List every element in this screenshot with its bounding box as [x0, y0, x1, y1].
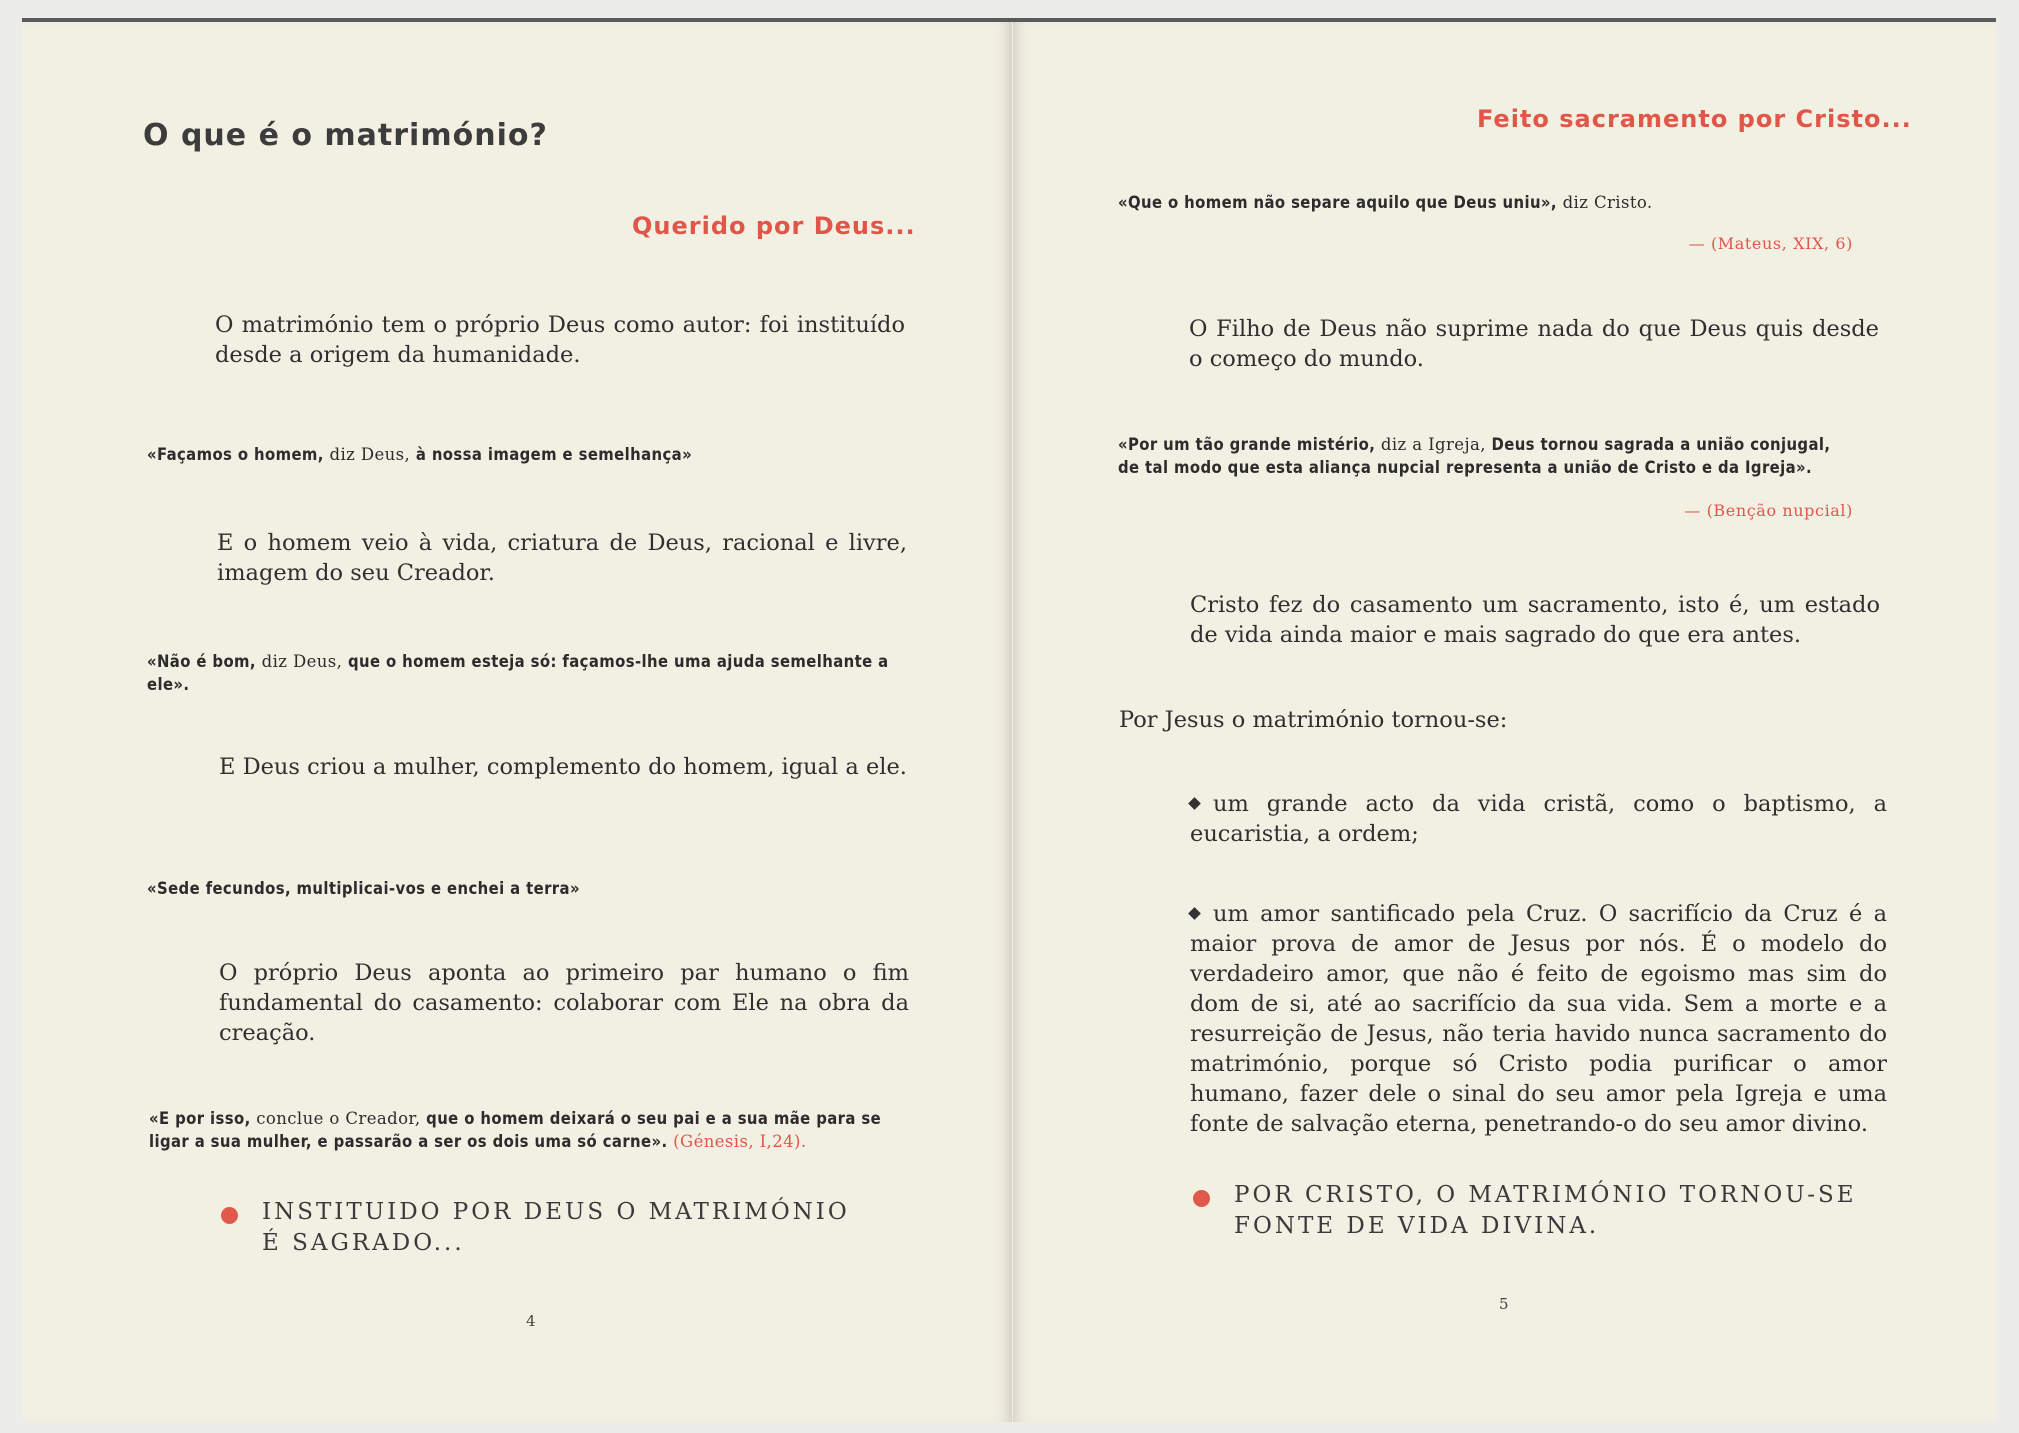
closing-statement: INSTITUIDO POR DEUS O MATRIMÓNIO É SAGRADO... [262, 1199, 850, 1256]
paragraph-lead: Por Jesus o matrimónio tornou-se: [1119, 707, 1508, 733]
quote-fecund: «Sede fecundos, multiplicai-vos e enchei a terra» [147, 879, 580, 898]
bullet-dot-red [221, 1207, 238, 1224]
paragraph-sacrament: Cristo fez do casamento um sacramento, isto é, um estado de vida ainda maior e mais sagrado do que era antes. [1190, 592, 1880, 648]
paragraph-son-of-god: O Filho de Deus não suprime nada do que Deus quis desde o começo do mundo. [1189, 316, 1879, 372]
paragraph-origin: O matrimónio tem o próprio Deus como autor: foi instituído desde a origem da humanidade. [215, 312, 905, 368]
section-subtitle: Feito sacramento por Cristo... [1477, 105, 1912, 133]
paragraph-woman: E Deus criou a mulher, complemento do homem, igual a ele. [219, 754, 907, 780]
bullet-dot-red [1193, 1190, 1210, 1207]
page-number: 5 [1499, 1295, 1509, 1313]
quote-do-not-separate: «Que o homem não separe aquilo que Deus uniu», diz Cristo. [1118, 193, 1653, 212]
page-title: O que é o matrimónio? [143, 118, 548, 153]
quote-creation: «Façamos o homem, diz Deus, à nossa imagem e semelhança» [147, 445, 693, 464]
paragraph-man: E o homem veio à vida, criatura de Deus, racional e livre, imagem do seu Creador. [217, 530, 907, 586]
paragraph-purpose: O próprio Deus aponta ao primeiro par humano o fim fundamental do casamento: colaborar com Ele na obra da creação. [219, 960, 909, 1046]
page-number: 4 [526, 1312, 536, 1330]
diamond-bullet-icon [1188, 907, 1201, 920]
left-page [22, 22, 1012, 1422]
right-page [1013, 22, 1996, 1422]
quote-helper: «Não é bom, diz Deus, que o homem esteja só: façamos-lhe uma ajuda semelhante a ele». [147, 652, 889, 694]
quote-one-flesh: «E por isso, conclue o Creador, que o homem deixará o seu pai e a sua mãe para se ligar a sua mulher, e passarão a ser os dois uma só carne». (Génesis, I,24). [149, 1109, 882, 1151]
list-item: um grande acto da vida cristã, como o baptismo, a eucaristia, a ordem; [1190, 791, 1887, 847]
list-item: um amor santificado pela Cruz. O sacrifício da Cruz é a maior prova de amor de Jesus por nós. É o modelo do verdadeiro amor, que não é feito de egoismo mas sim do dom de si, até ao sacrifício da sua vida. Sem a morte e a resurreição de Jesus, não teria havido nunca sacramento do matrimónio, porque só Cristo podia purificar o amor humano, fazer dele o sinal do seu amor pela Igreja e uma fonte de salvação eterna, penetrando-o do seu amor divino. [1190, 901, 1887, 1137]
quote-great-mystery: «Por um tão grande mistério, diz a Igreja, Deus tornou sagrada a união conjugal, de tal modo que esta aliança nupcial representa a união de Cristo e da Igreja». [1118, 435, 1831, 477]
diamond-bullet-icon [1188, 797, 1201, 810]
closing-statement: POR CRISTO, O MATRIMÓNIO TORNOU-SE FONTE DE VIDA DIVINA. [1234, 1182, 1857, 1239]
reference-bencao: — (Benção nupcial) [1684, 501, 1853, 520]
section-subtitle: Querido por Deus... [632, 212, 916, 240]
reference-mateus: — (Mateus, XIX, 6) [1688, 234, 1853, 253]
